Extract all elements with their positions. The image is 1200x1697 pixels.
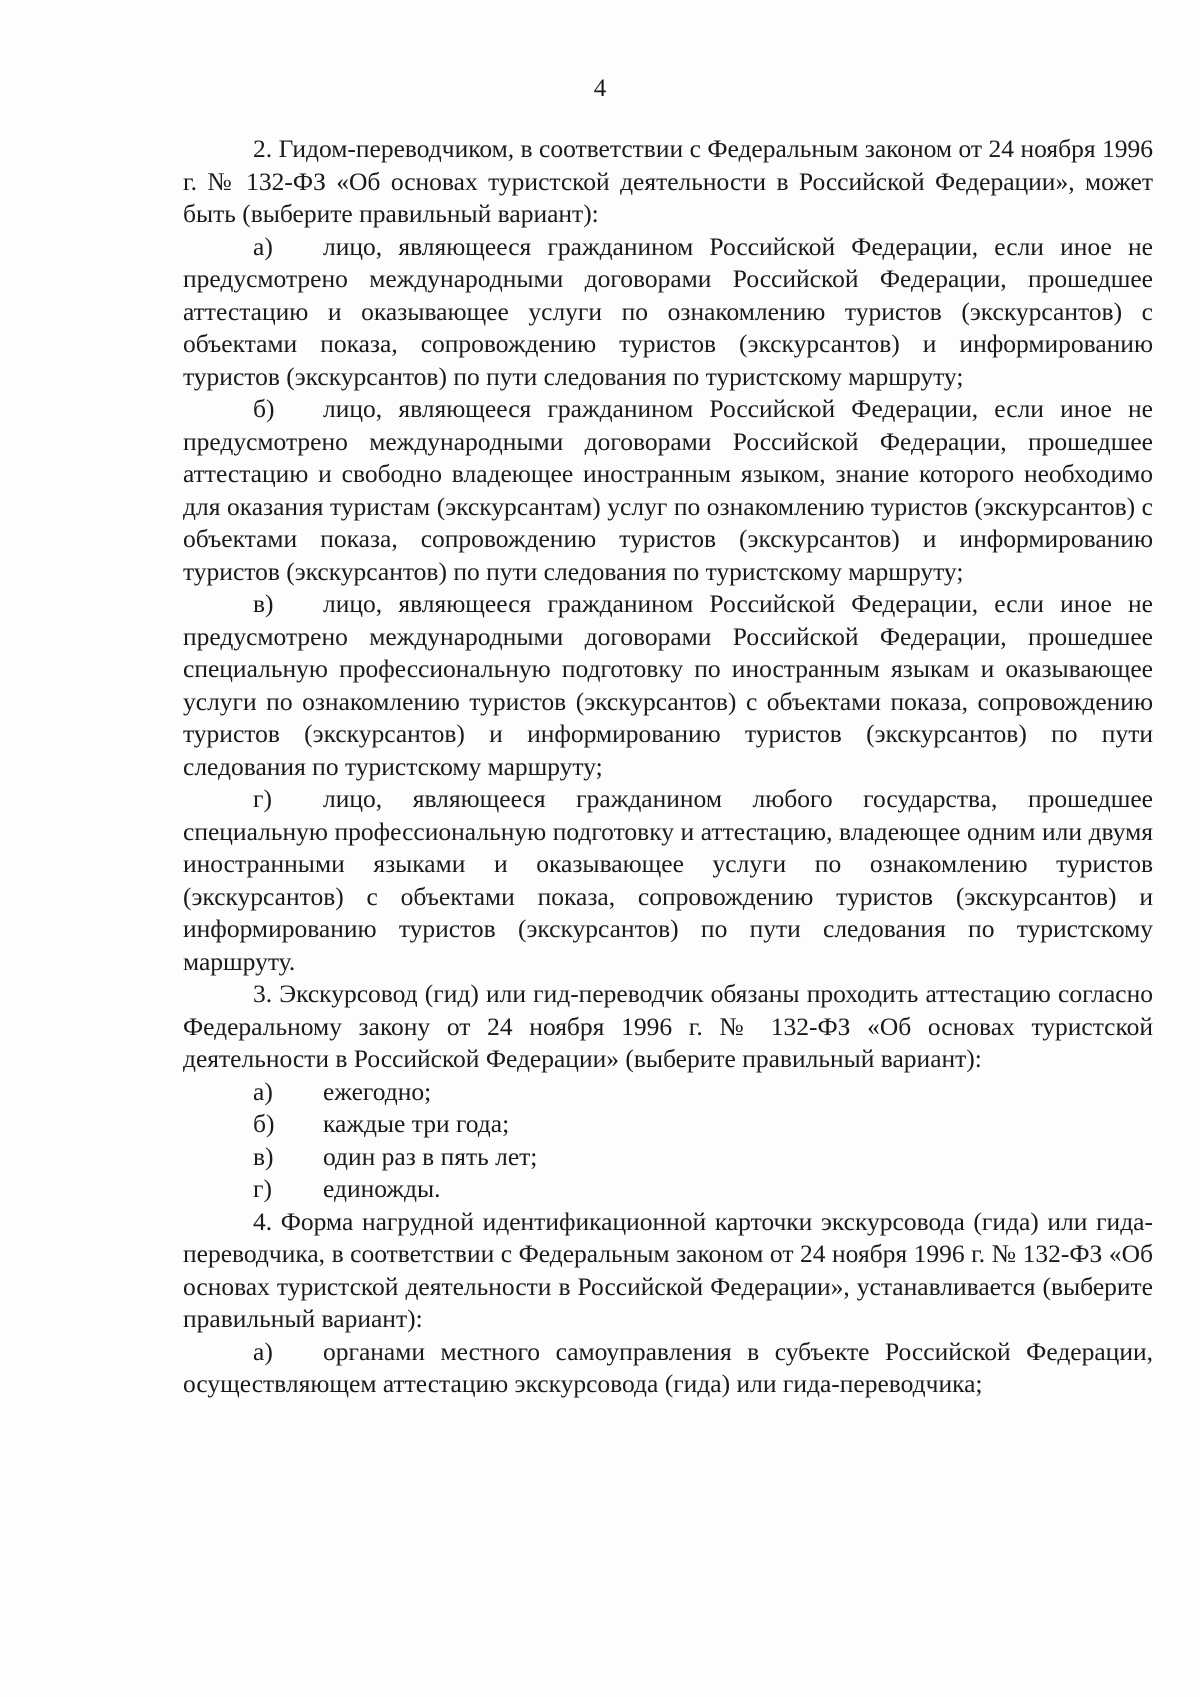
page-number: 4 (593, 75, 607, 102)
option-letter: а) (253, 231, 273, 261)
option-letter: б) (253, 394, 275, 423)
question-3-option-b (183, 1108, 1153, 1141)
option-text: ежегодно; (323, 1076, 432, 1106)
option-text: лицо, являющееся гражданином Российской Федерации, если иное не предусмотрено международными договорами Российской Федерации, прошедшее аттестацию и оказывающее услуги по ознакомлению туристов (экскурсантов) с объектами показа, сопровождению туристов (экскурсантов) и информированию туристов (экскурсантов) по пути следования по туристскому маршруту; (183, 231, 1153, 391)
question-2-text: 2. Гидом-переводчиком, в соответствии с Федеральным законом от 24 ноября 1996 г. № 132-ФЗ «Об основах туристской деятельности в Российской Федерации», может быть (выберите правильный вариант): (183, 134, 1153, 228)
question-3-option-a (183, 1076, 1153, 1109)
option-letter: г) (253, 784, 272, 813)
option-letter: а) (253, 1336, 273, 1366)
option-letter: в) (253, 1141, 274, 1171)
option-letter: а) (253, 1076, 273, 1106)
document-body (183, 133, 1153, 1401)
option-letter: в) (253, 589, 274, 618)
option-text: лицо, являющееся гражданином Российской Федерации, если иное не предусмотрено международными договорами Российской Федерации, прошедшее аттестацию и свободно владеющее иностранным языком, знание которого необходимо для оказания туристам (экскурсантам) услуг по ознакомлению туристов (экскурсантов) с объектами показа, сопровождению туристов (экскурсантов) и информированию туристов (экскурсантов) по пути следования по туристскому маршруту; (183, 394, 1153, 586)
question-4-option-a (183, 1336, 1153, 1401)
option-letter: б) (253, 1109, 275, 1138)
option-text: единожды. (323, 1174, 441, 1203)
option-letter: г) (253, 1174, 272, 1203)
question-2-option-a (183, 231, 1153, 394)
question-2-option-b (183, 393, 1153, 588)
question-3-option-v (183, 1141, 1153, 1174)
question-3-text: 3. Экскурсовод (гид) или гид-переводчик обязаны проходить аттестацию согласно Федеральному закону от 24 ноября 1996 г. № 132-ФЗ «Об основах туристской деятельности в Российской Федерации» (выберите правильный вариант): (183, 979, 1153, 1073)
question-2-option-g (183, 783, 1153, 978)
question-4-text: 4. Форма нагрудной идентификационной карточки экскурсовода (гида) или гида-переводчика, в соответствии с Федеральным законом от 24 ноября 1996 г. № 132-ФЗ «Об основах туристской деятельности в Российской Федерации», устанавливается (выберите правильный вариант): (183, 1206, 1153, 1333)
option-text: один раз в пять лет; (323, 1141, 538, 1171)
option-text: органами местного самоуправления в субъекте Российской Федерации, осуществляющем аттестацию экскурсовода (гида) или гида-переводчика; (183, 1336, 1153, 1398)
option-text: лицо, являющееся гражданином любого государства, прошедшее специальную профессиональную подготовку и аттестацию, владеющее одним или двумя иностранными языками и оказывающее услуги по ознакомлению туристов (экскурсантов) с объектами показа, сопровождению туристов (экскурсантов) и информированию туристов (экскурсантов) по пути следования по туристскому маршруту. (183, 784, 1153, 976)
option-text: каждые три года; (323, 1109, 510, 1138)
question-3-option-g (183, 1173, 1153, 1206)
question-2-option-v (183, 588, 1153, 783)
option-text: лицо, являющееся гражданином Российской Федерации, если иное не предусмотрено международными договорами Российской Федерации, прошедшее специальную профессиональную подготовку по иностранным языкам и оказывающее услуги по ознакомлению туристов (экскурсантов) с объектами показа, сопровождению туристов (экскурсантов) и информированию туристов (экскурсантов) по пути следования по туристскому маршруту; (183, 589, 1153, 781)
